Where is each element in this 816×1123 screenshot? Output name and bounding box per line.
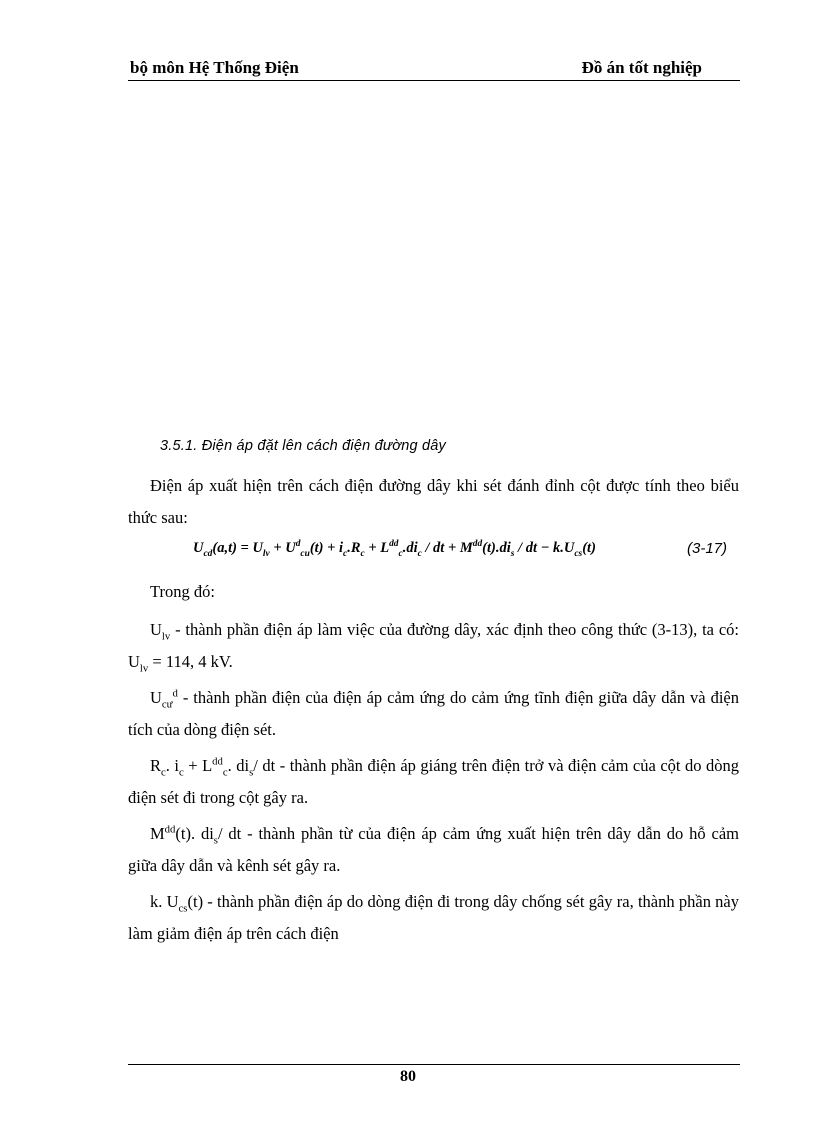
symbol-ucu: $U_{cư}^d$ — [150, 687, 178, 711]
footer-divider — [128, 1064, 740, 1065]
section-title: 3.5.1. Điện áp đặt lên cách điện đường dây — [160, 438, 446, 454]
item-kucs-desc: - thành phần điện áp do dòng điện đi trong dây chống sét gây ra, thành phần này làm giảm điện áp trên cách điện — [128, 892, 740, 943]
trong-do-label — [128, 576, 739, 608]
item-ulv-value: = 114, 4 kV. — [152, 652, 233, 671]
symbol-ulv: $U_{lv}$ — [150, 620, 171, 643]
formula-expression: $U_{cd}(a,t) = U_{lv} + U^d_{cu}(t) + i_c.R_c + L^{dd}_c.di_c$ / dt + $M^{dd}(t).di_s$ / dt − $k.U_{cs}(t)$ — [193, 539, 596, 559]
symbol-kucs: k. $U_{cs}(t)$ — [150, 892, 204, 915]
intro-text: Điện áp xuất hiện trên cách điện đường dây khi sét đánh đỉnh cột được tính theo biểu thức sau: — [128, 476, 739, 527]
page-number: 80 — [400, 1068, 416, 1085]
trong-do-text: Trong đó: — [150, 582, 215, 601]
page-header — [128, 58, 740, 81]
item-kucs — [128, 886, 739, 950]
header-document-type: Đồ án tốt nghiệp — [581, 58, 702, 77]
item-ucu — [128, 682, 739, 746]
item-rc-desc: - thành phần điện áp giáng trên điện trở và điện cảm của cột do dòng điện sét đi trong cột gây ra. — [128, 756, 739, 807]
intro-paragraph — [128, 470, 739, 534]
item-ucu-desc: - thành phần điện của điện áp cảm ứng do cảm ứng tĩnh điện giữa dây dẫn và điện tích của dòng điện sét. — [128, 688, 739, 739]
item-mdd — [128, 818, 739, 882]
symbol-mdd: $M^{dd}(t)$. $di_s/$ dt — [150, 823, 242, 847]
item-ulv-desc: - thành phần điện áp làm việc của đường dây, xác định theo công thức (3-13), ta có: U — [128, 620, 739, 671]
formula-3-17 — [193, 540, 733, 566]
item-ulv: $U_{lv}$ - thành phần điện áp làm việc của đường dây, xác định theo công thức (3-13), ta có: $U_{lv} = 114$, 4 kV. — [128, 620, 739, 675]
header-department: bộ môn Hệ Thống Điện — [130, 58, 299, 77]
item-mdd-desc: - thành phần từ của điện áp cảm ứng xuất hiện trên dây dẫn do hỗ cảm giữa dây dẫn và kênh sét gây ra. — [128, 824, 739, 875]
formula-number: (3-17) — [686, 540, 727, 557]
symbol-rc: $R_c$. $i_c + L^{dd}_c$. $di_s/$ dt — [150, 755, 276, 779]
item-rc — [128, 750, 739, 814]
